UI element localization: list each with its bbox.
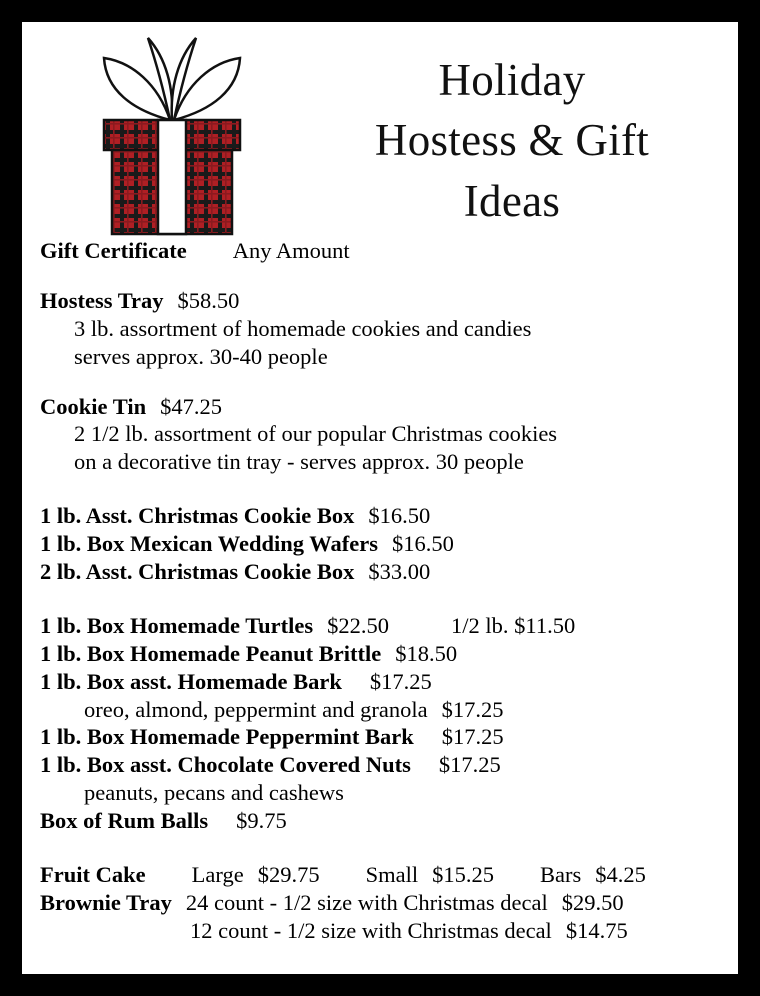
item-alt-size-price: 1/2 lb. $11.50 <box>451 612 576 638</box>
price-list <box>22 237 738 945</box>
list-item <box>40 640 720 668</box>
page-title <box>302 50 722 231</box>
item-name: Brownie Tray <box>40 889 172 915</box>
item-name: 1 lb. Box Mexican Wedding Wafers <box>40 531 378 557</box>
item-size-label: Large <box>191 862 244 888</box>
item-size-price: $15.25 <box>432 862 494 888</box>
item-description: peanuts, pecans and cashews <box>84 780 344 806</box>
item-price: $16.50 <box>391 531 454 557</box>
item-name: 1 lb. Box asst. Chocolate Covered Nuts <box>40 752 411 778</box>
item-description: 2 1/2 lb. assortment of our popular Christmas cookies <box>74 421 558 447</box>
item-price: $22.50 <box>327 612 390 638</box>
item-size-price: $4.25 <box>595 862 646 888</box>
item-price: $17.25 <box>369 668 432 694</box>
item-description: serves approx. 30-40 people <box>74 343 328 369</box>
title-line-3: Ideas <box>463 175 561 226</box>
list-item <box>40 668 720 696</box>
list-item <box>40 751 720 779</box>
flyer-header <box>22 22 738 237</box>
item-description: on a decorative tin tray - serves approx. 30 people <box>74 449 524 475</box>
item-price: $47.25 <box>160 393 222 419</box>
list-item <box>40 393 720 421</box>
item-description-price: $17.25 <box>441 696 504 722</box>
title-line-2: Hostess & Gift <box>374 115 650 166</box>
item-name: 1 lb. Box asst. Homemade Bark <box>40 668 342 694</box>
title-line-1: Holiday <box>438 55 586 105</box>
item-description-price: $29.50 <box>561 889 624 915</box>
list-item <box>40 861 720 889</box>
list-item <box>40 558 720 586</box>
item-name: Cookie Tin <box>40 393 147 419</box>
item-description-price: $14.75 <box>565 917 628 943</box>
list-item <box>40 287 720 315</box>
item-price: Any Amount <box>232 238 350 263</box>
item-name: 2 lb. Asst. Christmas Cookie Box <box>40 559 355 585</box>
item-name: Box of Rum Balls <box>40 808 209 834</box>
item-name: 1 lb. Box Homemade Peanut Brittle <box>40 640 382 666</box>
item-price: $17.25 <box>441 724 504 750</box>
item-price: $18.50 <box>395 640 458 666</box>
item-description: oreo, almond, peppermint and granola <box>84 696 428 722</box>
item-price: $17.25 <box>438 752 501 778</box>
item-description-line <box>40 696 720 724</box>
list-item <box>40 807 720 835</box>
list-item <box>40 723 720 751</box>
item-name: Gift Certificate <box>40 238 187 263</box>
item-description: 24 count - 1/2 size with Christmas decal <box>185 889 548 915</box>
item-size-label: Small <box>365 862 419 888</box>
item-price: $16.50 <box>368 503 431 529</box>
item-name: 1 lb. Box Homemade Peppermint Bark <box>40 724 414 750</box>
item-name: Fruit Cake <box>40 862 146 888</box>
list-item <box>40 612 720 640</box>
item-price: $58.50 <box>177 287 240 313</box>
item-price: $33.00 <box>368 559 431 585</box>
flyer-page <box>22 22 738 974</box>
list-item <box>40 889 720 917</box>
plaid-gift-box-icon <box>92 32 252 237</box>
list-item <box>40 237 720 265</box>
item-description: 12 count - 1/2 size with Christmas decal <box>190 917 552 943</box>
item-size-label: Bars <box>539 862 582 888</box>
item-name: 1 lb. Box Homemade Turtles <box>40 612 314 638</box>
item-description: 3 lb. assortment of homemade cookies and candies <box>74 315 532 341</box>
item-size-price: $29.75 <box>257 862 320 888</box>
list-item-continuation <box>40 917 720 945</box>
item-name: 1 lb. Asst. Christmas Cookie Box <box>40 503 355 529</box>
item-price: $9.75 <box>236 808 287 834</box>
item-name: Hostess Tray <box>40 287 164 313</box>
list-item <box>40 502 720 530</box>
list-item <box>40 530 720 558</box>
